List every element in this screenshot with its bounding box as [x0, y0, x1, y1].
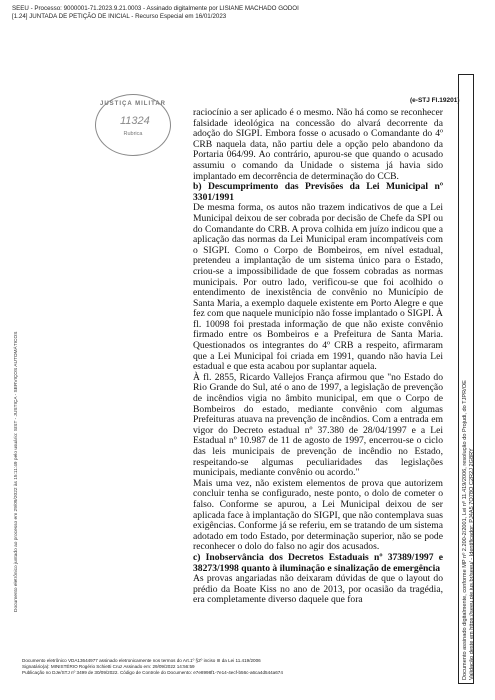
stamp-rubric: Rubrica — [123, 131, 143, 137]
section-heading-b: b) Descumprimento das Previsões da Lei Municipal nº 3301/1991 — [193, 181, 443, 203]
document-footer — [22, 658, 283, 676]
right-margin-validation: Validação deste em https://seeu.pje.jus.br/seeu/ - Identificador: PJ4A5 7Q78Q C2R2J 2G8RY — [469, 448, 475, 680]
document-header — [12, 5, 299, 21]
stamp-title: JUSTIÇA MILITAR — [100, 101, 166, 107]
paragraph: À fl. 2855, Ricardo Vallejos França afirmou que "no Estado do Rio Grande do Sul, até o ano de 1997, a legislação de prevenção de incêndios vigia no âmbito municipal, em que o Corpo de Bombeiros do estado, mediante convênio com algumas Prefeituras atuava na prevenção de incêndios. Com a entrada em vigor do Decreto estadual nº 37.380 de 28/04/1997 e a Lei Estadual nº 10.987 de 11 de agosto de 1997, encerrou-se o ciclo das leis municipais de prevenção de incêndio no Estado, respeitando-se algumas peculiaridades das legislações municipais, mediante convênio ou acordo." — [193, 371, 443, 479]
left-margin-note: Documento eletrônico juntado ao processo em 29/09/2022 às 15:11:49 pelo usuário: SIST - JUSTIÇA - SERVIÇOS AUTOMÁTICOS — [14, 331, 19, 612]
court-stamp — [95, 94, 171, 156]
page-reference: (e-STJ Fl.19201) — [410, 97, 460, 104]
header-process-line: SEEU - Processo: 9000001-71.2023.9.21.0003 - Assinado digitalmente por LISIANE MACHADO GODOI — [12, 5, 299, 12]
paragraph: raciocínio a ser aplicado é o mesmo. Não há como se reconhecer falsidade ideológica na concessão do alvará decorrente da adoção do SIGPI. Embora fosse o acusado o Comandante do 4º CRB naquela data, não partiu dele a opção pelo abandono da Portaria 064/99. Ao contrário, apurou-se que quando o acusado assumiu o comando da Unidade o sistema já havia sido implantado em decorrência de determinação do CCB. — [193, 107, 443, 182]
stamp-number: 11324 — [120, 115, 150, 127]
section-heading-c: c) Inobservância dos Decretos Estaduais nº 37389/1997 e 38273/1998 quanto à iluminação e sinalização de emergência — [193, 551, 443, 574]
footer-line: Documento eletrônico VDA13644977 assinado eletronicamente nos termos do Art.1º §2º inciso III da Lei 11.419/2006 — [22, 658, 261, 663]
document-body — [193, 108, 443, 606]
header-juntada-line: [1.24] JUNTADA DE PETIÇÃO DE INICIAL - Recurso Especial em 16/01/2023 — [12, 13, 227, 20]
paragraph: Mais uma vez, não existem elementos de prova que autorizem concluir tenha se configurado, neste ponto, o dolo de cometer o falso. Conforme se apurou, a Lei Municipal deixou de ser aplicada face à implantação do SIGPI, que não contemplava suas exigências. Conforme já se referiu, em se tratando de um sistema adotado em todo Estado, por determinação superior, não se pode reconhecer o dolo do falso no agir dos acusados. — [193, 477, 443, 553]
paragraph: As provas angariadas não deixaram dúvidas de que o layout do prédio da Boate Kiss no ano de 2013, por ocasião da tragédia, era completamente diverso daquele que fora — [193, 573, 443, 606]
footer-line: Publicação no DJe/STJ nº 3499 de 30/09/2022. Código de Controle do Documento: e7e8998f1-7e14-4ecf-b56c-a6ca4d544a674 — [22, 670, 283, 675]
paragraph: De mesma forma, os autos não trazem indicativos de que a Lei Municipal deixou de ser cobrada por decisão de Chefe da SPI ou do Comandante do CRB. A prova colhida em juízo indicou que a aplicação das normas da Lei Municipal eram incompatíveis com o SIGPI. Como o Corpo de Bombeiros, em nível estadual, pretendeu a implantação de um sistema único para o Estado, criou-se a impossibilidade de que fossem cobradas as normas municipais. Por outro lado, verificou-se que foi acolhido o entendimento de inexistência de convênio no Município de Santa Maria, a exemplo daquele existente em Porto Alegre e que fez com que naquele município não fosse implantado o SIGPI. À fl. 10098 foi prestada informação de que não existe convênio firmado entre os Bombeiros e a Prefeitura de Santa Maria. Questionados os integrantes do 4º CRB a respeito, afirmaram que a Lei Municipal foi criada em 1991, quando não havia Lei estadual e que esta acabou por suplantar aquela. — [193, 202, 443, 373]
footer-line: Signatário(a): MINISTÉRIO Rogério Schietti Cruz Assinado em: 29/09/2022 14:56:59 — [22, 664, 195, 669]
right-margin-signature: Documento assinado digitalmente, conforme MP nº 2.200-2/2001, Lei nº 11.419/2006, resolução do Projudi, do TJPR/OE — [462, 380, 468, 680]
